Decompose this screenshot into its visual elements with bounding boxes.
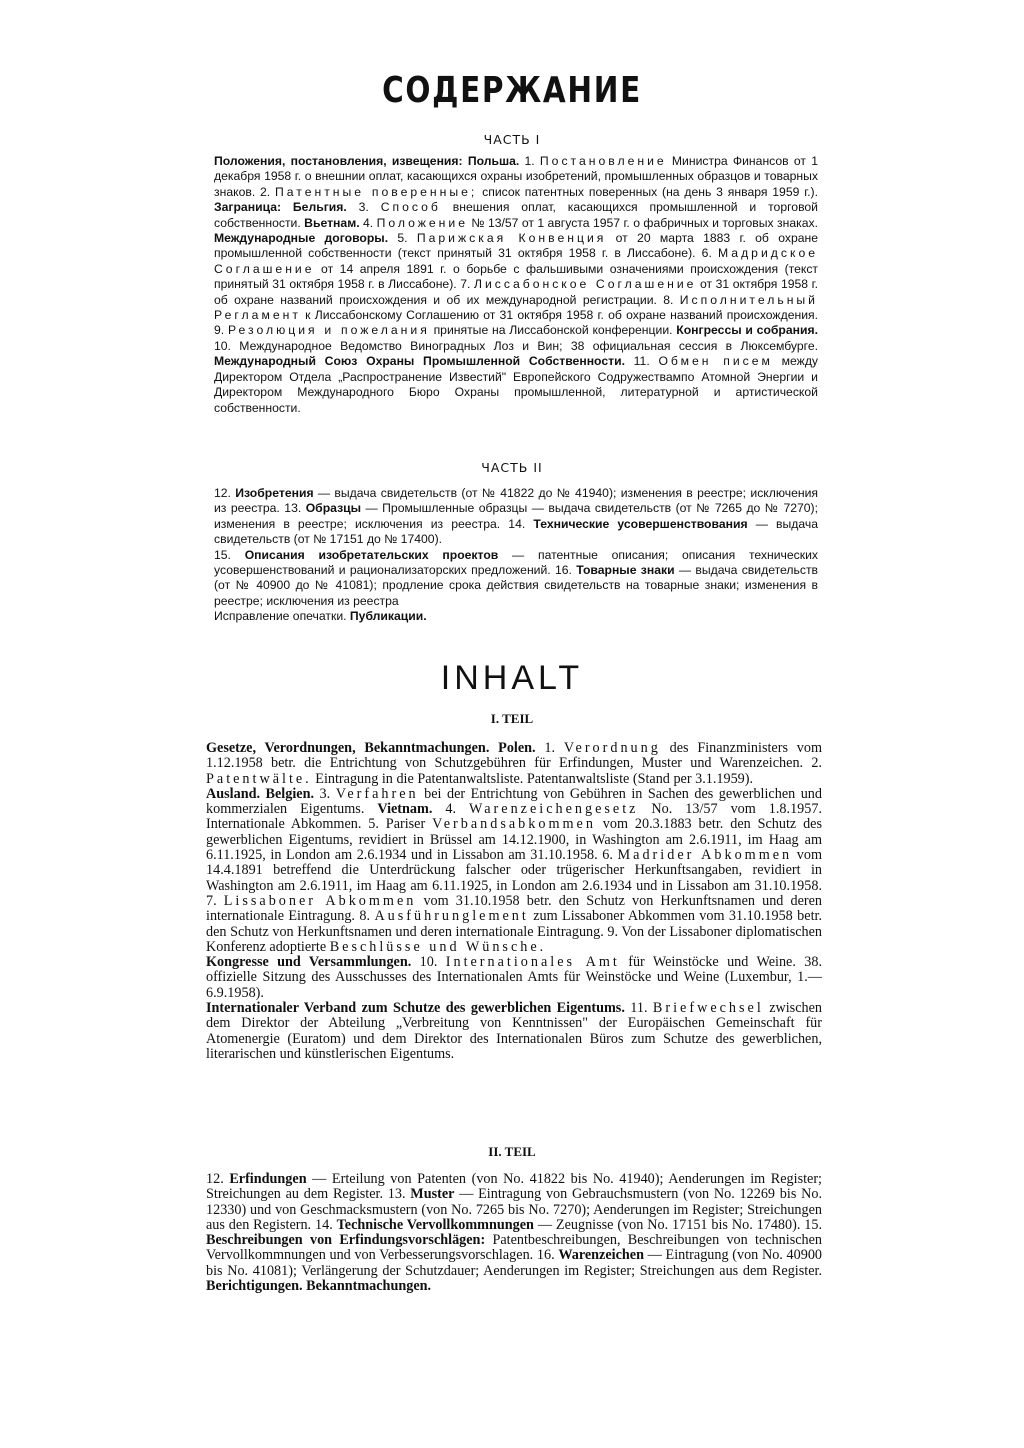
contents-text: от 31 октября 1958 г. об охране названий происхождения и об их международной регистрации. 8. (214, 277, 818, 307)
spaced-title: Патентные поверенные; (275, 184, 478, 199)
contents-text: от 14 апреля 1891 г. о борьбе с фальшивыми означениями происхождения (текст принятый 31 октября 1958 г. в Лиссабоне). 7. (214, 261, 818, 292)
german-part-one-heading: I. TEIL (490, 711, 534, 726)
contents-text: 12. (214, 486, 236, 500)
contents-text: — выдача свидетельств (от № 17151 до № 17400). (214, 516, 818, 547)
contents-text: к Лиссабонскому Соглашению от 31 октября 1958 г. об охране названий происхождения. 9. (214, 308, 818, 338)
contents-paragraph (214, 486, 818, 548)
spaced-title: Patentwälte. (206, 770, 312, 787)
contents-paragraph (214, 548, 818, 610)
contents-text: 11. (624, 354, 659, 369)
contents-paragraph (206, 741, 822, 787)
contents-text: No. 13/57 vom 1.8.1957. Internationale Abkommen. 5. Pariser (206, 801, 822, 833)
spaced-title: Парижская Конвенция (416, 231, 607, 246)
section-heading: Публикации. (349, 609, 427, 624)
contents-text: Eintragung in die Patentanwaltsliste. Patentanwaltsliste (Stand per 3.1.1959). (311, 770, 754, 787)
contents-text: принятые на Лиссабонской конференции. (429, 323, 677, 338)
spaced-title: Исполнительный Регламент (214, 292, 818, 323)
section-heading: Muster (410, 1186, 455, 1203)
section-heading: Warenzeichen (558, 1247, 644, 1264)
contents-text: — Eintragung (von No. 40900 bis No. 41081); Verlängerung der Schutzdauer; Aenderungen im Register; Streichungen aus dem Register. (206, 1247, 823, 1279)
contents-paragraph (214, 609, 818, 624)
section-heading: Технические усовершенствования (533, 516, 748, 531)
section-heading: Образцы (305, 501, 362, 516)
contents-text: 10. Международное Ведомство Виноградных Лоз и Вин; 38 официальная сессия в Люксембурге. (214, 338, 818, 353)
german-part-two-heading: II. TEIL (488, 1144, 536, 1159)
contents-text: список патентных поверенных (на день 3 января 1959 г.). (477, 184, 818, 199)
contents-text: vom 20.3.1883 betr. den Schutz des gewerblichen Eigentums, revidiert in Brüssel am 14.12.1900, in Washington am 2.6.1911, im Haag am 6.11.1925, in London am 2.6.1934 und in Lissabon am 31.10.1958. 6. (206, 816, 822, 864)
spaced-title: Лиссабонское Соглашение (473, 277, 697, 292)
contents-text: — Eintragung von Gebrauchsmustern (von No. 12269 bis No. 12330) und von Geschmacksmustern (von No. 7265 bis No. 7270); Aenderungen im Register; Streichungen aus den Registern. 14. (206, 1186, 822, 1233)
contents-text: 10. (411, 954, 446, 971)
contents-text: между Директором Отдела „Распространение Известий" Европейского Содружествампо Атомной Энергии и Директором Международного Бюро Охраны промышленной, литературной и артистической собственности. (214, 354, 819, 415)
contents-text: 1. (535, 740, 564, 756)
contents-text: Исправление опечатки. (214, 609, 350, 624)
section-heading: Vietnam. (377, 801, 433, 818)
contents-text: — патентные описания; описания технических усовершенствований и рационализаторских предложений. 16. (214, 547, 818, 578)
spaced-title: Постановление (539, 154, 667, 168)
contents-text: bei der Entrichtung von Gebühren in Sachen des gewerblichen und kommerzialen Eigentums. (206, 785, 822, 818)
russian-part-two-heading: ЧАСТЬ II (481, 460, 543, 475)
contents-text: für Weinstöcke und Weine. 38. offizielle Sitzung des Ausschusses des Internationalen Amts für Weinstöcke und Weine (Luxembur, 1.—6.9.1958). (206, 954, 822, 1001)
contents-text: — Zeugnisse (von No. 17151 bis No. 17480). 15. (533, 1216, 823, 1233)
contents-text: 4. (432, 801, 469, 818)
spaced-title: Madrider Abkommen (617, 847, 793, 864)
contents-text: zum Lissaboner Abkommen vom 31.10.1958 betr. den Schutz von Herkunftsnamen und deren internationale Eintragung. 9. Von der Lissaboner diplomatischen Konferenz adoptierte (206, 908, 822, 955)
contents-text: 5. (388, 231, 417, 246)
section-heading: Gesetze, Verordnungen, Bekanntmachungen. Polen. (206, 740, 536, 756)
section-heading: Erfindungen (229, 1171, 307, 1187)
german-part-two-contents (206, 1172, 822, 1294)
spaced-title: Обмен писем (658, 354, 773, 369)
section-heading: Вьетнам. (304, 215, 360, 230)
section-heading: Kongresse und Versammlungen. (206, 954, 412, 971)
russian-part-one-contents (214, 154, 818, 416)
russian-title: СОДЕРЖАНИЕ (382, 70, 642, 111)
spaced-title: Ausführunglement (374, 908, 529, 925)
spaced-title: Beschlüsse und Wünsche. (329, 938, 547, 955)
spaced-title: Verordnung (563, 740, 661, 756)
contents-text: — выдача свидетельств (от № 40900 до № 41081); продление срока действия свидетельств на товарные знаки; изменения в реестре; исключения из реестра (214, 563, 818, 608)
contents-text: zwischen dem Direktor der Abteilung „Verbreitung von Kenntnissen" der Europäischen Gemeinschaft für Atomenergie (Euratom) und dem Direktor des Internationalen Büros zum Schutze des gewerblichen, literarischen und künstlerischen Eigentums. (206, 1000, 822, 1062)
contents-text: Министра Финансов от 1 декабря 1958 г. о внешнии оплат, касающихся охраны изобретений, промышленных образцов и товарных знаков. 2. (214, 154, 818, 199)
spaced-title: Verfahren (335, 785, 419, 802)
contents-paragraph (206, 955, 822, 1001)
contents-text: 15. (214, 547, 245, 562)
section-heading: Internationaler Verband zum Schutze des gewerblichen Eigentums. (206, 1000, 625, 1017)
german-title: INHALT (440, 659, 584, 697)
contents-text: des Finanzministers vom 1.12.1958 betr. die Entrichtung von Schutzgebühren für Erfindungen, Muster und Warenzeichen. 2. (206, 740, 822, 772)
spaced-title: Резолюция и пожелания (227, 323, 430, 338)
russian-part-one-heading: ЧАСТЬ I (483, 132, 541, 147)
section-heading: Technische Vervollkommnungen (336, 1216, 534, 1233)
spaced-title: Internationales Amt (445, 954, 620, 971)
spaced-title: Положение (376, 215, 469, 230)
contents-text: vom 31.10.1958 betr. den Schutz von Herkunftsnamen und deren internationale Eintragung. 8. (206, 892, 822, 925)
section-heading: Описания изобретательских проектов (244, 547, 499, 562)
spaced-title: Briefwechsel (652, 1000, 764, 1017)
section-heading: Конгрессы и собрания. (676, 323, 819, 338)
contents-text: Patentbeschreibungen, Beschreibungen von technischen Vervollkommnungen und von Verbesserungsvorschlagen. 16. (206, 1232, 822, 1264)
contents-text: 11. (624, 1000, 653, 1017)
section-heading: Ausland. Belgien. (206, 785, 315, 802)
section-heading: Товарные знаки (576, 563, 675, 578)
contents-text: 3. (314, 785, 336, 802)
contents-text: 4. (359, 215, 377, 230)
section-heading: Beschreibungen von Erfindungsvorschlägen: (206, 1232, 486, 1249)
german-part-one-contents (206, 741, 822, 1062)
spaced-title: Verbandsabkommen (432, 816, 596, 833)
russian-part-two-contents (214, 486, 818, 625)
section-heading: Berichtigungen. Bekanntmachungen. (206, 1278, 432, 1295)
contents-text: — Erteilung von Patenten (von No. 41822 bis No. 41940); Aenderungen im Register; Streichungen au dem Register. 13. (206, 1171, 822, 1203)
contents-text: 12. (206, 1171, 230, 1187)
contents-paragraph (206, 1001, 822, 1062)
contents-paragraph (206, 787, 822, 955)
section-heading: Заграница: Бельгия. (214, 200, 347, 215)
contents-text: — Промышленные образцы — выдача свидетельств (от № 7265 до № 7270); изменения в реестре; исключения из реестра. 14. (214, 501, 818, 531)
spaced-title: Lissaboner Abkommen (223, 892, 417, 909)
contents-text: от 20 марта 1883 г. об охране промышленной собственности (текст принятый 31 октября 1958 г. в Лиссабоне). 6. (214, 231, 819, 261)
section-heading: Международные договоры. (214, 231, 389, 246)
section-heading: Изобретения (235, 486, 314, 500)
section-heading: Международный Союз Охраны Промышленной Собственности. (214, 354, 625, 369)
spaced-title: Мадридское Соглашение (214, 246, 818, 276)
contents-text: vom 14.4.1891 betreffend die Unterdrückung falscher oder trügerischer Herkunftsangaben, revidiert in Washington am 2.6.1911, im Haag am 6.11.1925, in London am 2.6.1934 und in Lissabon am 31.10.1958. 7. (206, 847, 822, 909)
contents-text: внешения оплат, касающихся промышленной и торговой собственности. (214, 200, 818, 230)
contents-text: 1. (519, 154, 540, 168)
spaced-title: Warenzeichengesetz (469, 801, 639, 818)
contents-text: № 13/57 от 1 августа 1957 г. о фабричных и торговых знаках. (468, 215, 819, 230)
contents-text: 3. (346, 200, 381, 215)
spaced-title: Способ (380, 200, 441, 215)
section-heading: Положения, постановления, извещения: Польша. (214, 154, 520, 168)
contents-paragraph (206, 1172, 822, 1294)
contents-text: — выдача свидетельств (от № 41822 до № 41940); изменения в реестре; исключения из реестра. 13. (214, 486, 818, 516)
